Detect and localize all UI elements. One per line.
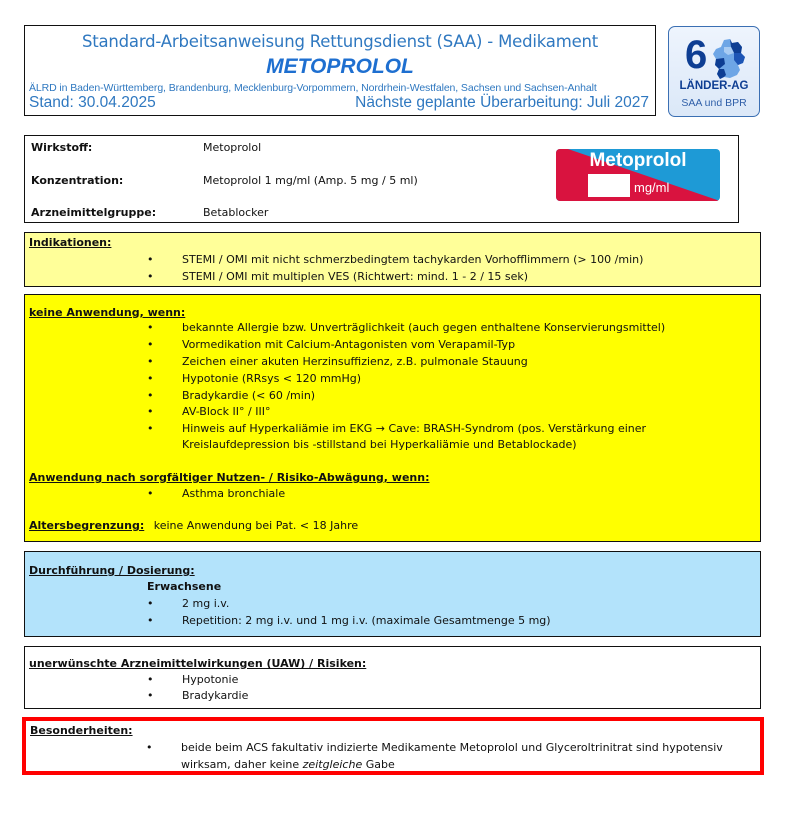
- logo-number: 6: [685, 33, 708, 77]
- section-heading: Besonderheiten:: [30, 724, 133, 737]
- bullet-icon: •: [147, 689, 154, 702]
- info-row-konzentration: [31, 173, 418, 187]
- list-item: • Asthma bronchiale: [147, 487, 286, 500]
- list-item: • bekannte Allergie bzw. Unverträglichkeit (auch gegen enthaltene Konservierungsmittel): [147, 321, 666, 334]
- bullet-icon: •: [146, 741, 153, 754]
- bullet-icon: •: [147, 389, 154, 402]
- info-label: Wirkstoff:: [31, 141, 93, 154]
- section-heading: keine Anwendung, wenn:: [29, 306, 186, 319]
- info-value: Betablocker: [203, 206, 269, 219]
- section-dosierung: [24, 551, 761, 637]
- list-item: • AV-Block II° / III°: [147, 405, 271, 418]
- info-row-wirkstoff: [31, 140, 261, 154]
- label-unit: mg/ml: [634, 180, 670, 195]
- label-concentration-field: [588, 174, 630, 197]
- bullet-icon: •: [147, 338, 154, 351]
- section-heading: Indikationen:: [29, 236, 112, 249]
- list-item: • STEMI / OMI mit multiplen VES (Richtwert: mind. 1 - 2 / 15 sek): [147, 270, 529, 283]
- drug-syringe-label: [556, 149, 720, 201]
- info-value: Metoprolol: [203, 141, 262, 154]
- bullet-icon: •: [147, 673, 154, 686]
- bullet-icon: •: [147, 487, 154, 500]
- bullet-icon: •: [147, 405, 154, 418]
- bullet-icon: •: [147, 422, 154, 435]
- list-item: • 2 mg i.v.: [147, 597, 230, 610]
- section-indikationen: [24, 232, 761, 287]
- list-item: • STEMI / OMI mit nicht schmerzbedingtem tachykarden Vorhofflimmern (> 100 /min): [147, 253, 644, 266]
- list-item: • Bradykardie (< 60 /min): [147, 389, 316, 402]
- list-item: • Hypotonie (RRsys < 120 mmHg): [147, 372, 362, 385]
- stand-date: Stand: 30.04.2025: [29, 94, 156, 111]
- info-label: Arzneimittelgruppe:: [31, 206, 157, 219]
- bullet-icon: •: [147, 372, 154, 385]
- bullet-icon: •: [147, 597, 154, 610]
- alter-text: keine Anwendung bei Pat. < 18 Jahre: [153, 519, 359, 532]
- logo-line-1: LÄNDER-AG: [679, 80, 749, 92]
- laender-ag-logo: [668, 26, 760, 117]
- section-heading: Durchführung / Dosierung:: [29, 564, 195, 577]
- info-row-arzneimittelgruppe: [31, 205, 268, 219]
- bullet-icon: •: [147, 321, 154, 334]
- list-item: • Zeichen einer akuten Herzinsuffizienz, z.B. pulmonale Stauung: [147, 355, 528, 368]
- section-subheading-alter: Altersbegrenzung:: [29, 519, 145, 532]
- list-item-continuation: wirksam, daher keine zeitgleiche Gabe: [181, 758, 395, 771]
- logo-line-2: SAA und BPR: [681, 97, 747, 109]
- section-kontraindikationen: [24, 294, 761, 542]
- bullet-icon: •: [147, 614, 154, 627]
- list-item: • Bradykardie: [147, 689, 249, 702]
- emphasis-text: zeitgleiche: [302, 758, 363, 771]
- list-item-continuation: Kreislaufdepression bis -stillstand bei Hyperkaliämie und Betablockade): [182, 438, 577, 451]
- document-header: [24, 25, 656, 116]
- list-item: • Repetition: 2 mg i.v. und 1 mg i.v. (maximale Gesamtmenge 5 mg): [147, 614, 551, 627]
- list-item: • Vormedikation mit Calcium-Antagonisten vom Verapamil-Typ: [147, 338, 516, 351]
- section-uaw: [24, 646, 761, 709]
- bullet-icon: •: [147, 355, 154, 368]
- list-item: • Hinweis auf Hyperkaliämie im EKG → Cave: BRASH-Syndrom (pos. Verstärkung einer: [147, 422, 647, 435]
- germany-map-icon: [712, 39, 746, 79]
- list-item: • Hypotonie: [147, 673, 239, 686]
- info-value: Metoprolol 1 mg/ml (Amp. 5 mg / 5 ml): [203, 174, 418, 187]
- document-title: Standard-Arbeitsanweisung Rettungsdienst (SAA) - Medikament: [81, 32, 599, 51]
- patient-group-label: Erwachsene: [147, 580, 222, 593]
- altersbegrenzung-row: [29, 519, 358, 532]
- list-item: • beide beim ACS fakultativ indizierte Medikamente Metoprolol und Glyceroltrinitrat sind hypotensiv: [146, 741, 723, 754]
- authors-line: ÄLRD in Baden-Württemberg, Brandenburg, Mecklenburg-Vorpommern, Nordrhein-Westfalen, Sachsen und Sachsen-Anhalt: [29, 82, 597, 94]
- next-revision-date: Nächste geplante Überarbeitung: Juli 2027: [355, 94, 649, 111]
- bullet-icon: •: [147, 270, 154, 283]
- label-drug-name: Metoprolol: [589, 150, 687, 171]
- section-heading: unerwünschte Arzneimittelwirkungen (UAW) / Risiken:: [29, 657, 367, 670]
- bullet-icon: •: [147, 253, 154, 266]
- section-subheading-abwaegung: Anwendung nach sorgfältiger Nutzen- / Risiko-Abwägung, wenn:: [29, 471, 430, 484]
- drug-name-title: METOPROLOL: [266, 55, 414, 78]
- info-label: Konzentration:: [31, 174, 124, 187]
- section-besonderheiten: [22, 717, 764, 775]
